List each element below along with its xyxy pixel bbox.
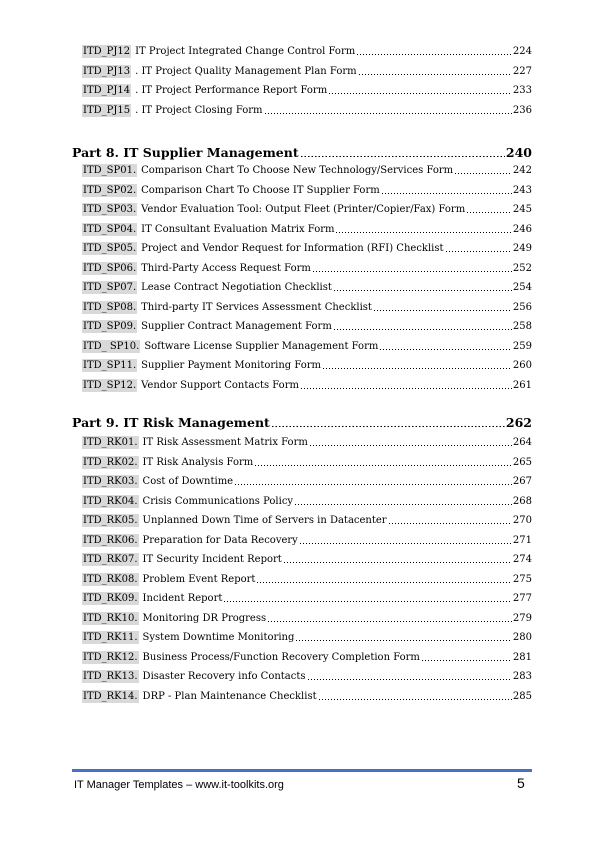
dot-leader — [333, 282, 512, 292]
toc-entry[interactable] — [82, 200, 532, 216]
dot-leader — [234, 476, 512, 486]
dot-leader — [300, 380, 512, 390]
toc-entry-page: 249 — [512, 243, 532, 254]
toc-entry-code: ITD_PJ12 — [83, 46, 131, 57]
toc-entry-title: Disaster Recovery info Contacts — [142, 671, 306, 682]
dot-leader — [267, 613, 512, 623]
toc-entry-title: . IT Project Closing Form — [135, 104, 263, 116]
toc-entry-title: Lease Contract Negotiation Checklist — [141, 282, 332, 293]
toc-entry-code: ITD_SP09. — [83, 321, 137, 332]
toc-entry[interactable] — [82, 239, 532, 255]
toc-entry[interactable] — [82, 259, 532, 275]
dot-leader — [454, 165, 512, 175]
toc-entry-code: ITD_RK05. — [83, 515, 138, 526]
toc-entry-code: ITD_SP11. — [83, 360, 137, 371]
toc-entry-title: IT Consultant Evaluation Matrix Form — [141, 223, 335, 235]
part9-heading-page: 262 — [505, 415, 532, 430]
dot-leader — [373, 302, 512, 312]
toc-entry[interactable] — [82, 161, 532, 177]
toc-entry[interactable] — [82, 376, 532, 392]
toc-entry-code: ITD_RK13. — [83, 671, 138, 682]
dot-leader — [335, 224, 511, 234]
toc-entry-page: 277 — [512, 593, 532, 604]
toc-entry-page: 256 — [512, 301, 532, 313]
footer-page-number: 5 — [517, 775, 525, 791]
dot-leader — [388, 515, 512, 525]
toc-entry-code: ITD_PJ14 — [83, 85, 131, 96]
dot-leader — [307, 671, 512, 681]
toc-entry-page: 252 — [512, 262, 532, 274]
toc-entry-code: ITD_RK03. — [83, 476, 138, 487]
toc-entry[interactable] — [82, 609, 532, 625]
footer-rule — [72, 769, 532, 772]
toc-entry-title: . IT Project Performance Report Form — [135, 85, 328, 96]
toc-entry-code: ITD_PJ13 — [83, 65, 131, 77]
toc-entry-page: 265 — [512, 456, 532, 468]
toc-entry-title: IT Project Integrated Change Control Form — [135, 46, 356, 57]
toc-entry-code: ITD_SP08. — [83, 301, 137, 313]
toc-entry-page: 270 — [512, 515, 532, 526]
toc-entry-code: ITD_SP01. — [83, 165, 137, 176]
dot-leader — [421, 652, 512, 662]
toc-entry-title: . IT Project Quality Management Plan Form — [135, 65, 357, 77]
toc-entry-page: 271 — [512, 534, 532, 546]
footer-text: IT Manager Templates – www.it-toolkits.org — [74, 779, 284, 791]
toc-entry-title: Third-party IT Services Assessment Checklist — [141, 301, 372, 313]
toc-entry-title: Comparison Chart To Choose IT Supplier Form — [141, 184, 380, 196]
toc-entry-title: System Downtime Monitoring — [142, 632, 295, 643]
toc-entry-code: ITD_RK02. — [83, 456, 138, 468]
toc-entry[interactable] — [82, 570, 532, 586]
toc-entry-page: 224 — [512, 46, 532, 57]
toc-entry-title: Project and Vendor Request for Information (RFI) Checklist — [141, 243, 444, 254]
toc-entry-page: 260 — [512, 360, 532, 371]
toc-entry[interactable] — [82, 278, 532, 294]
toc-entry[interactable] — [82, 648, 532, 664]
toc-entry[interactable] — [82, 356, 532, 372]
toc-entry-code: ITD_SP12. — [83, 379, 137, 391]
toc-entry-code: ITD_RK08. — [83, 573, 138, 585]
dot-leader — [312, 263, 512, 273]
toc-entry[interactable] — [82, 220, 532, 236]
toc-entry-page: 268 — [512, 495, 532, 507]
toc-entry-page: 267 — [512, 476, 532, 487]
toc-entry-title: Monitoring DR Progress — [142, 612, 267, 624]
toc-entry-code: ITD_SP03. — [83, 204, 137, 215]
toc-entry-code: ITD_RK10. — [83, 612, 138, 624]
toc-entry-code: ITD_RK01. — [83, 437, 138, 448]
toc-entry-page: 281 — [512, 651, 532, 663]
toc-entry-code: ITD_PJ15 — [83, 104, 131, 116]
toc-entry-title: Preparation for Data Recovery — [142, 534, 298, 546]
toc-entry-code: ITD_RK06. — [83, 534, 138, 546]
dot-leader — [295, 632, 512, 642]
toc-entry[interactable] — [82, 589, 532, 605]
toc-entry-title: IT Security Incident Report — [142, 554, 282, 565]
toc-entry-title: Third-Party Access Request Form — [141, 262, 311, 274]
toc-entry-page: 274 — [512, 554, 532, 565]
dot-leader — [299, 535, 512, 545]
toc-entry-code: ITD_ SP10. — [83, 340, 140, 352]
dot-leader — [356, 46, 512, 56]
toc-entry-code: ITD_SP05. — [83, 243, 137, 254]
part8-heading[interactable] — [72, 142, 532, 160]
toc-entry-page: 236 — [512, 104, 532, 116]
toc-entry-title: Crisis Communications Policy — [142, 495, 294, 507]
dot-leader — [445, 243, 512, 253]
toc-entry-code: ITD_RK07. — [83, 554, 138, 565]
toc-entry-title: IT Risk Assessment Matrix Form — [142, 437, 308, 448]
toc-entry-code: ITD_SP04. — [83, 223, 137, 235]
toc-entry-page: 279 — [512, 612, 532, 624]
toc-entry-title: Comparison Chart To Choose New Technology/Services Form — [141, 165, 454, 176]
toc-entry-code: ITD_RK11. — [83, 632, 138, 643]
dot-leader — [466, 204, 512, 214]
toc-entry[interactable] — [82, 317, 532, 333]
dot-leader — [294, 496, 512, 506]
toc-entry[interactable] — [82, 337, 532, 353]
toc-entry-page: 242 — [512, 165, 532, 176]
toc-entry[interactable] — [82, 531, 532, 547]
toc-entry-title: Cost of Downtime — [142, 476, 234, 487]
toc-entry-title: Supplier Payment Monitoring Form — [141, 360, 322, 371]
dot-leader — [318, 691, 512, 701]
dot-leader — [309, 437, 512, 447]
toc-entry-title: DRP - Plan Maintenance Checklist — [142, 690, 317, 702]
dot-leader — [381, 185, 512, 195]
toc-entry[interactable] — [82, 453, 532, 469]
toc-entry[interactable] — [82, 511, 532, 527]
toc-entry[interactable] — [82, 298, 532, 314]
toc-entry-page: 254 — [512, 282, 532, 293]
toc-entry[interactable] — [82, 62, 532, 78]
toc-entry-title: Incident Report — [142, 593, 223, 604]
toc-entry[interactable] — [82, 628, 532, 644]
toc-entry-page: 246 — [512, 223, 532, 235]
toc-entry-code: ITD_RK14. — [83, 690, 138, 702]
toc-entry[interactable] — [82, 492, 532, 508]
toc-entry-page: 259 — [512, 340, 532, 352]
toc-entry-code: ITD_SP06. — [83, 262, 137, 274]
dot-leader — [256, 574, 511, 584]
toc-entry-title: Software License Supplier Management Form — [144, 340, 379, 352]
toc-entry-title: Supplier Contract Management Form — [141, 321, 332, 332]
dot-leader — [358, 66, 512, 76]
dot-leader — [264, 105, 512, 115]
part9-heading[interactable] — [72, 412, 532, 430]
toc-entry-code: ITD_RK12. — [83, 651, 138, 663]
toc-entry[interactable] — [82, 181, 532, 197]
toc-entry-title: IT Risk Analysis Form — [142, 456, 254, 468]
toc-entry-code: ITD_RK04. — [83, 495, 138, 507]
toc-entry-page: 261 — [512, 379, 532, 391]
toc-entry-page: 243 — [512, 184, 532, 196]
part8-heading-page: 240 — [505, 145, 532, 160]
toc-entry-page: 245 — [512, 204, 532, 215]
toc-entry[interactable] — [82, 667, 532, 683]
toc-entry[interactable] — [82, 42, 532, 58]
dot-leader — [322, 360, 512, 370]
dot-leader — [271, 416, 505, 428]
toc-entry-page: 275 — [512, 573, 532, 585]
toc-entry[interactable] — [82, 687, 532, 703]
toc-entry-page: 258 — [512, 321, 532, 332]
toc-entry[interactable] — [82, 101, 532, 117]
part9-heading-text: Part 9. IT Risk Management — [72, 415, 270, 430]
toc-entry-page: 227 — [512, 65, 532, 77]
dot-leader — [379, 341, 512, 351]
toc-entry[interactable] — [82, 81, 532, 97]
dot-leader — [223, 593, 512, 603]
toc-entry-code: ITD_RK09. — [83, 593, 138, 604]
toc-entry[interactable] — [82, 433, 532, 449]
toc-entry[interactable] — [82, 550, 532, 566]
dot-leader — [328, 85, 512, 95]
toc-entry-title: Business Process/Function Recovery Completion Form — [142, 651, 420, 663]
dot-leader — [283, 554, 512, 564]
dot-leader — [333, 321, 512, 331]
toc-entry-title: Problem Event Report — [142, 573, 256, 585]
toc-entry[interactable] — [82, 472, 532, 488]
toc-entry-title: Unplanned Down Time of Servers in Datacenter — [142, 515, 387, 526]
toc-entry-page: 285 — [512, 690, 532, 702]
toc-entry-page: 233 — [512, 85, 532, 96]
toc-entry-page: 264 — [512, 437, 532, 448]
dot-leader — [254, 457, 512, 467]
part8-heading-text: Part 8. IT Supplier Management — [72, 145, 299, 160]
toc-entry-page: 283 — [512, 671, 532, 682]
toc-entry-code: ITD_SP02. — [83, 184, 137, 196]
toc-entry-title: Vendor Evaluation Tool: Output Fleet (Printer/Copier/Fax) Form — [141, 204, 466, 215]
dot-leader — [300, 146, 505, 158]
toc-entry-title: Vendor Support Contacts Form — [141, 379, 299, 391]
toc-entry-page: 280 — [512, 632, 532, 643]
toc-entry-code: ITD_SP07. — [83, 282, 137, 293]
